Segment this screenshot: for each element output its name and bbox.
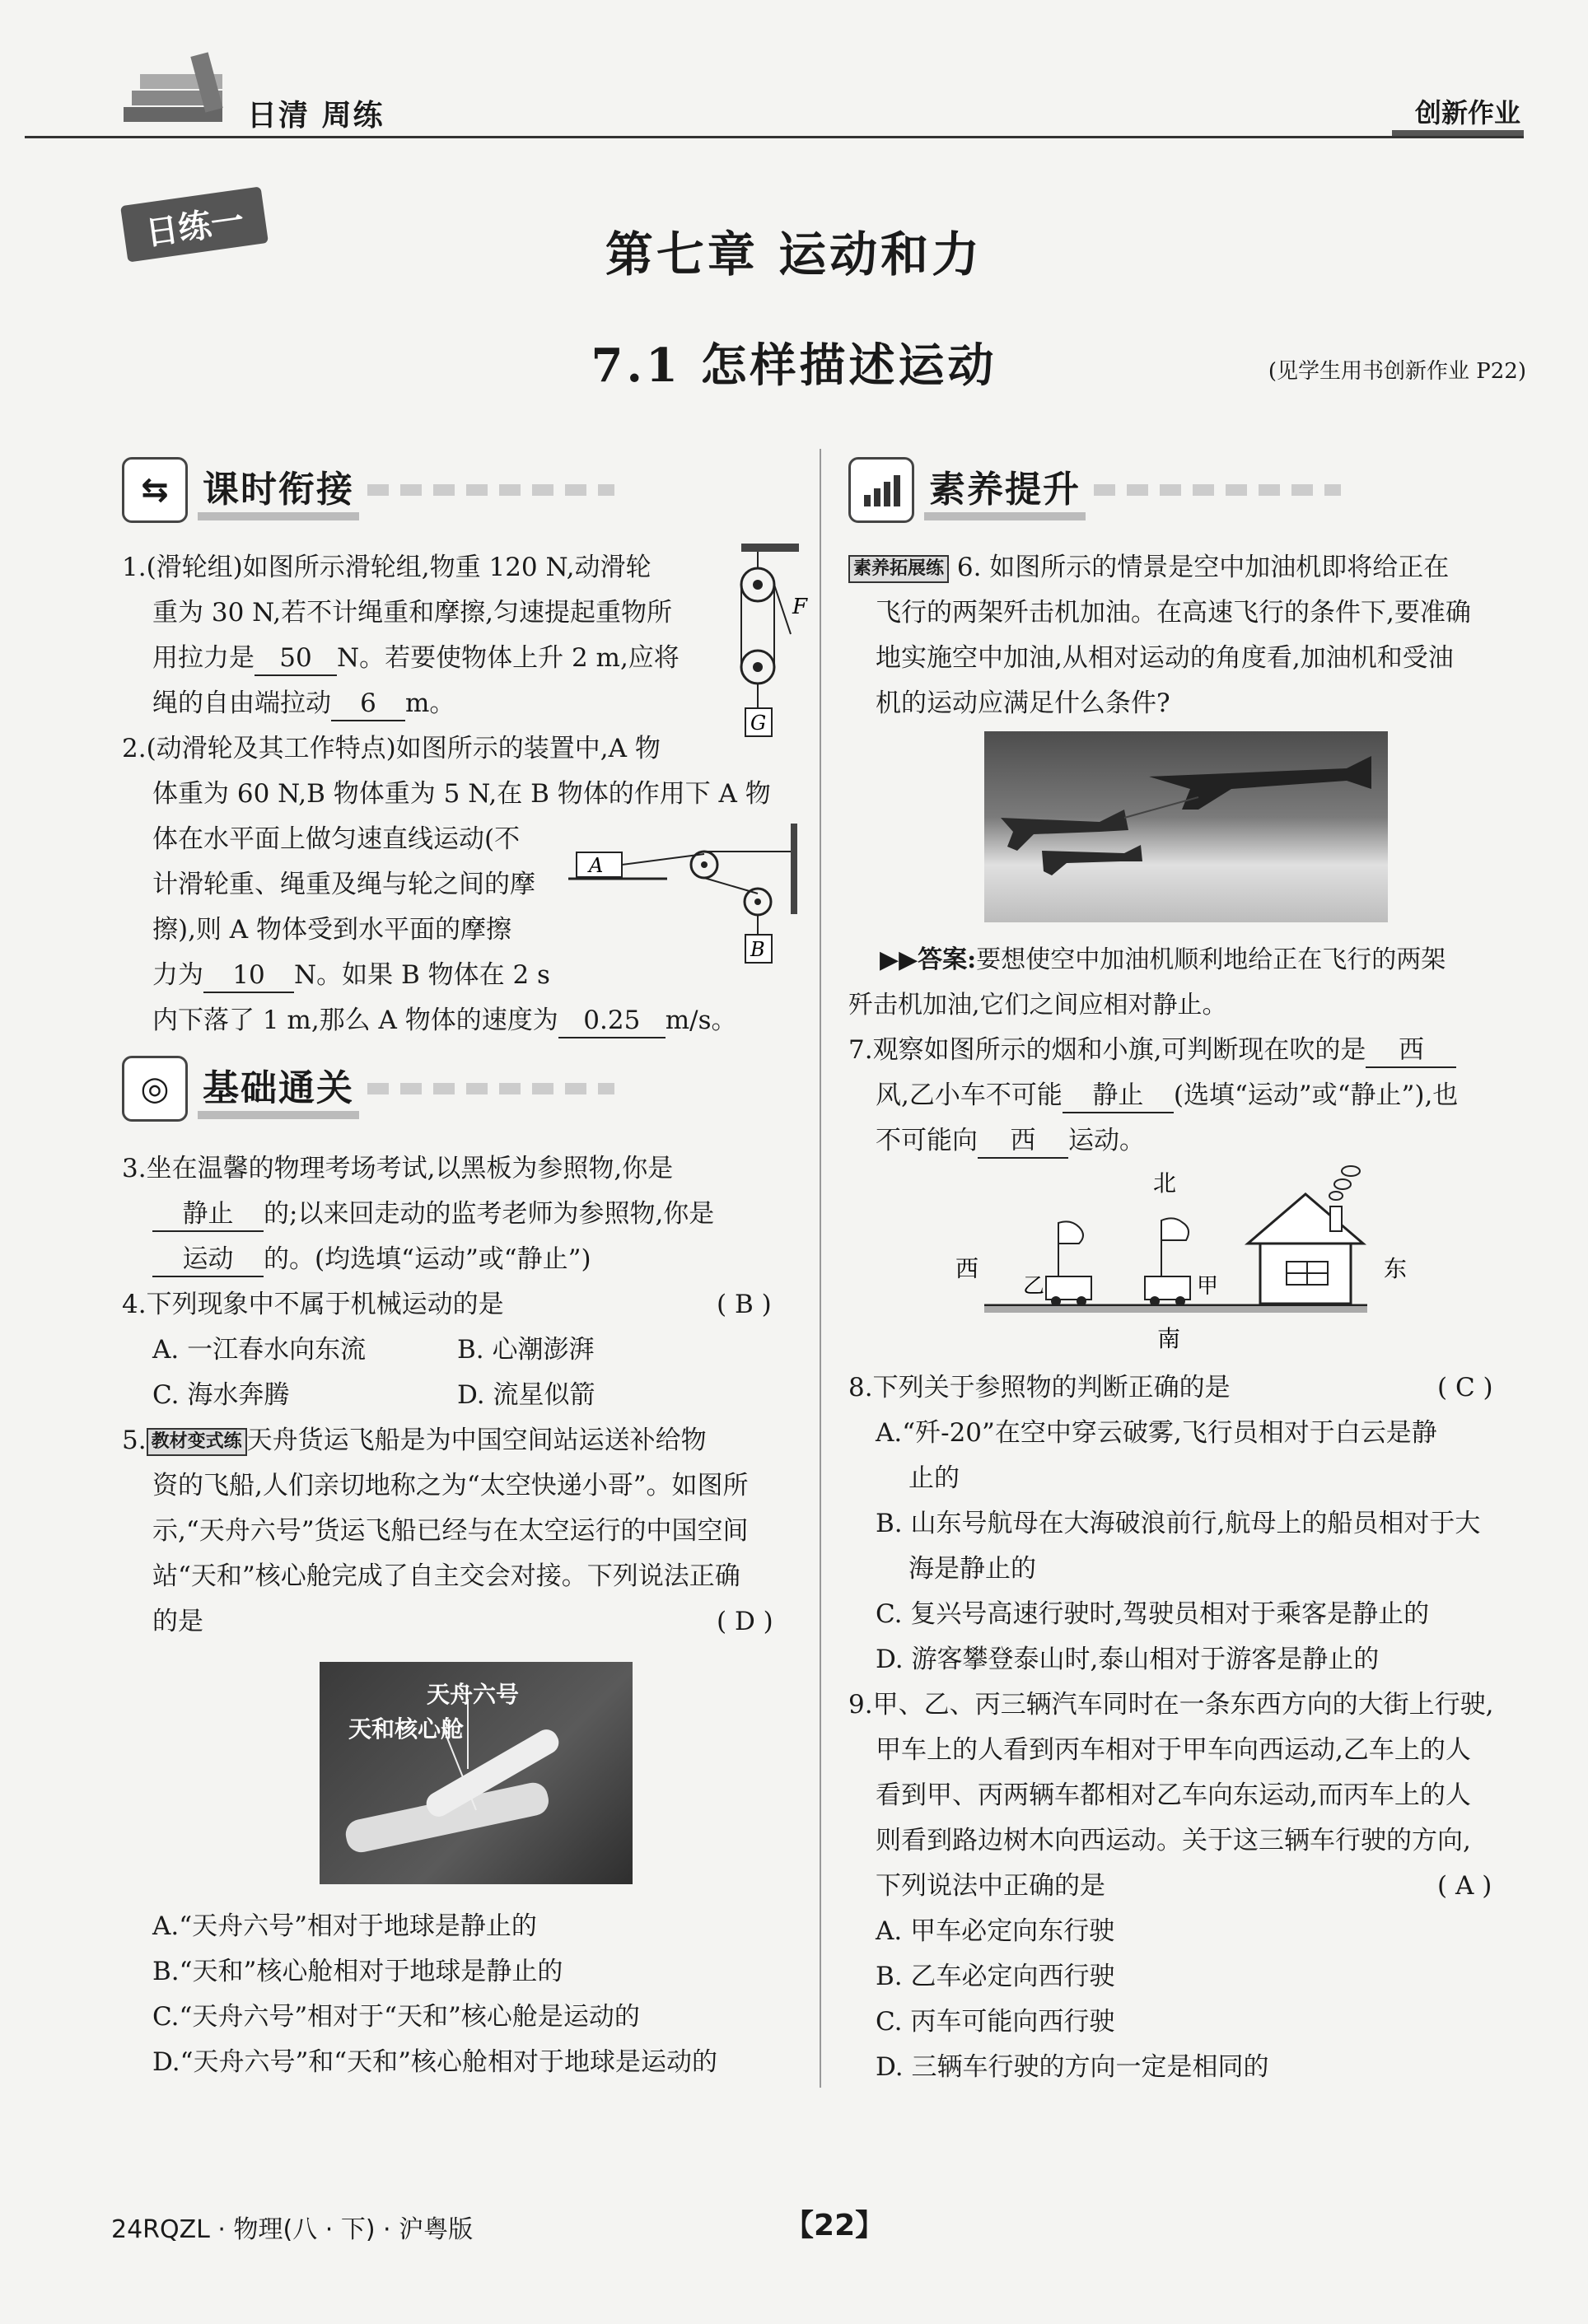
q3-line1: 3.坐在温馨的物理考场考试,以黑板为参照物,你是	[122, 1154, 674, 1183]
q8-stem: 8.下列关于参照物的判断正确的是	[848, 1373, 1231, 1402]
q2-line4: 计滑轮重、绳重及绳与轮之间的摩	[152, 870, 535, 899]
section-stripe	[1094, 484, 1341, 496]
q2-line1: 2.(动滑轮及其工作特点)如图所示的装置中,A 物	[122, 734, 661, 763]
fig-south: 南	[1157, 1325, 1181, 1352]
daily-practice-badge: 日练一	[120, 186, 269, 262]
section-stripe	[367, 484, 614, 496]
arrows-icon: ⇆	[122, 457, 188, 523]
section-header-quality	[848, 457, 1341, 523]
q7-answer1: 西	[1366, 1034, 1456, 1068]
q7-line2: 风,乙小车不可能 静止 (选填“运动”或“静止”),也	[876, 1073, 1458, 1118]
q3-answer1: 静止	[152, 1197, 264, 1232]
q3-line3: 运动 的。(均选填“运动”或“静止”)	[152, 1237, 591, 1282]
q6-line3: 地实施空中加油,从相对运动的角度看,加油机和受油	[876, 643, 1454, 673]
target-icon: ◎	[122, 1056, 188, 1122]
section-stripe	[367, 1083, 614, 1094]
q9-stem: 下列说法中正确的是	[876, 1871, 1105, 1901]
section-header-basic	[122, 1056, 614, 1122]
q6-answer-line1: ▶▶答案:要想使空中加油机顺利地给正在飞行的两架	[880, 945, 1446, 974]
q6-tag: 素养拓展练	[848, 555, 949, 583]
q2-answer1: 10	[203, 959, 294, 993]
q1-line2: 重为 30 N,若不计绳重和摩擦,匀速提起重物所	[152, 598, 673, 628]
q6-line4: 机的运动应满足什么条件?	[876, 688, 1170, 718]
q8-option-b-cont: 海是静止的	[908, 1554, 1036, 1584]
section-title-quality: 素养提升	[924, 460, 1086, 520]
pulley-block-figure	[725, 544, 815, 749]
q1-fig-F: F	[792, 595, 808, 619]
q5-line2: 资的飞船,人们亲切地称之为“太空快递小哥”。如图所	[152, 1471, 749, 1500]
fig-west: 西	[955, 1255, 979, 1282]
q1-line4: 绳的自由端拉动 6 m。	[152, 681, 455, 726]
q6-answer-line2: 歼击机加油,它们之间应相对静止。	[848, 991, 1227, 1020]
q6-line1: 素养拓展练 6. 如图所示的情景是空中加油机即将给正在	[848, 545, 1449, 590]
section-title-link: 课时衔接	[198, 460, 359, 520]
books-icon	[115, 49, 239, 140]
column-divider	[820, 449, 821, 2088]
q4-stem: 4.下列现象中不属于机械运动的是	[122, 1290, 504, 1319]
pulley-slide-figure	[568, 819, 807, 972]
q6-line2: 飞行的两架歼击机加油。在高速飞行的条件下,要准确	[876, 598, 1471, 628]
q2-line7: 内下落了 1 m,那么 A 物体的速度为 0.25 m/s。	[152, 998, 737, 1043]
q8-option-b: B. 山东号航母在大海破浪前行,航母上的船员相对于大	[876, 1509, 1481, 1538]
space-station-photo	[320, 1662, 633, 1884]
q3-answer2: 运动	[152, 1243, 264, 1277]
q2-fig-A: A	[589, 854, 604, 877]
q4-option-c: C. 海水奔腾	[152, 1380, 290, 1410]
q5-img-label2: 天和核心舱	[348, 1715, 465, 1743]
q2-answer2: 0.25	[558, 1004, 666, 1038]
bar-chart-icon	[848, 457, 914, 523]
q5-img-label1: 天舟六号	[427, 1681, 520, 1708]
q5-option-c: C.“天舟六号”相对于“天和”核心舱是运动的	[152, 2002, 640, 2032]
q7-line3: 不可能向 西 运动。	[876, 1118, 1145, 1164]
q1-line3: 用拉力是 50 N。若要使物体上升 2 m,应将	[152, 636, 680, 681]
q7-line1: 7.观察如图所示的烟和小旗,可判断现在吹的是 西	[848, 1028, 1456, 1073]
q9-answer: ( A )	[1437, 1871, 1492, 1901]
fig-east: 东	[1384, 1255, 1408, 1282]
q9-option-b: B. 乙车必定向西行驶	[876, 1962, 1115, 1991]
q9-option-c: C. 丙车可能向西行驶	[876, 2007, 1115, 2037]
aerial-refueling-photo	[984, 731, 1388, 922]
q2-line3: 体在水平面上做匀速直线运动(不	[152, 824, 521, 854]
q4-answer: ( B )	[717, 1290, 772, 1319]
reference-note: (见学生用书创新作业 P22)	[1268, 359, 1526, 384]
q9-option-a: A. 甲车必定向东行驶	[876, 1916, 1115, 1946]
q3-line2: 静止 的;以来回走动的监考老师为参照物,你是	[152, 1192, 714, 1237]
q5-line3: 示,“天舟六号”货运飞船已经与在太空运行的中国空间	[152, 1516, 749, 1546]
fig-car-jia: 甲	[1197, 1274, 1219, 1299]
q1-line1: 1.(滑轮组)如图所示滑轮组,物重 120 N,动滑轮	[122, 553, 652, 582]
header-logo: 日清 周练	[247, 99, 385, 133]
chapter-title: 第七章 运动和力	[605, 226, 983, 282]
q5-option-b: B.“天和”核心舱相对于地球是静止的	[152, 1957, 563, 1986]
q2-line2: 体重为 60 N,B 物体重为 5 N,在 B 物体的作用下 A 物	[152, 779, 771, 809]
q2-line5: 擦),则 A 物体受到水平面的摩擦	[152, 915, 512, 945]
q5-line4: 站“天和”核心舱完成了自主交会对接。下列说法正确	[152, 1561, 740, 1591]
header-right-label: 创新作业	[1414, 97, 1520, 128]
q1-answer1: 50	[255, 642, 337, 676]
q7-answer2: 静止	[1063, 1079, 1174, 1113]
q5-option-a: A.“天舟六号”相对于地球是静止的	[152, 1911, 537, 1941]
q8-answer: ( C )	[1437, 1373, 1493, 1402]
fig-car-yi: 乙	[1023, 1274, 1045, 1299]
q4-option-b: B. 心潮澎湃	[457, 1335, 595, 1365]
footer-code: 24RQZL · 物理(八 · 下) · 沪粤版	[111, 2215, 474, 2244]
q4-option-a: A. 一江春水向东流	[152, 1335, 367, 1365]
q5-tag: 教材变式练	[147, 1428, 247, 1456]
section-title-basic: 基础通关	[198, 1058, 359, 1119]
page-number: 【22】	[784, 2209, 885, 2242]
q9-option-d: D. 三辆车行驶的方向一定是相同的	[876, 2052, 1269, 2082]
q5-line5: 的是	[152, 1607, 203, 1636]
q5-answer: ( D )	[717, 1607, 773, 1636]
q9-line1: 9.甲、乙、丙三辆汽车同时在一条东西方向的大街上行驶,	[848, 1690, 1494, 1720]
fig-north: 北	[1153, 1169, 1177, 1197]
section-header-link	[122, 457, 614, 523]
q5-line1: 5. 教材变式练 天舟货运飞船是为中国空间站运送补给物	[122, 1426, 707, 1455]
q2-line6: 力为 10 N。如果 B 物体在 2 s	[152, 953, 550, 998]
q8-option-c: C. 复兴号高速行驶时,驾驶员相对于乘客是静止的	[876, 1599, 1430, 1629]
wind-direction-figure	[955, 1161, 1417, 1359]
q8-option-a-cont: 止的	[908, 1463, 960, 1493]
q9-line4: 则看到路边树木向西运动。关于这三辆车行驶的方向,	[876, 1826, 1471, 1855]
q8-option-d: D. 游客攀登泰山时,泰山相对于游客是静止的	[876, 1645, 1380, 1674]
header-rule	[25, 136, 1524, 138]
q9-line3: 看到甲、丙两辆车都相对乙车向东运动,而丙车上的人	[876, 1780, 1471, 1810]
q8-option-a: A.“歼-20”在空中穿云破雾,飞行员相对于白云是静	[876, 1418, 1437, 1448]
q4-option-d: D. 流星似箭	[457, 1380, 596, 1410]
q2-fig-B: B	[750, 938, 765, 961]
q1-fig-G: G	[750, 712, 767, 735]
q5-option-d: D.“天舟六号”和“天和”核心舱相对于地球是运动的	[152, 2047, 717, 2077]
q7-answer3: 西	[978, 1124, 1068, 1159]
q1-answer2: 6	[331, 687, 405, 721]
q9-line2: 甲车上的人看到丙车相对于甲车向西运动,乙车上的人	[876, 1735, 1471, 1765]
section-title: 7.1 怎样描述运动	[591, 338, 997, 393]
